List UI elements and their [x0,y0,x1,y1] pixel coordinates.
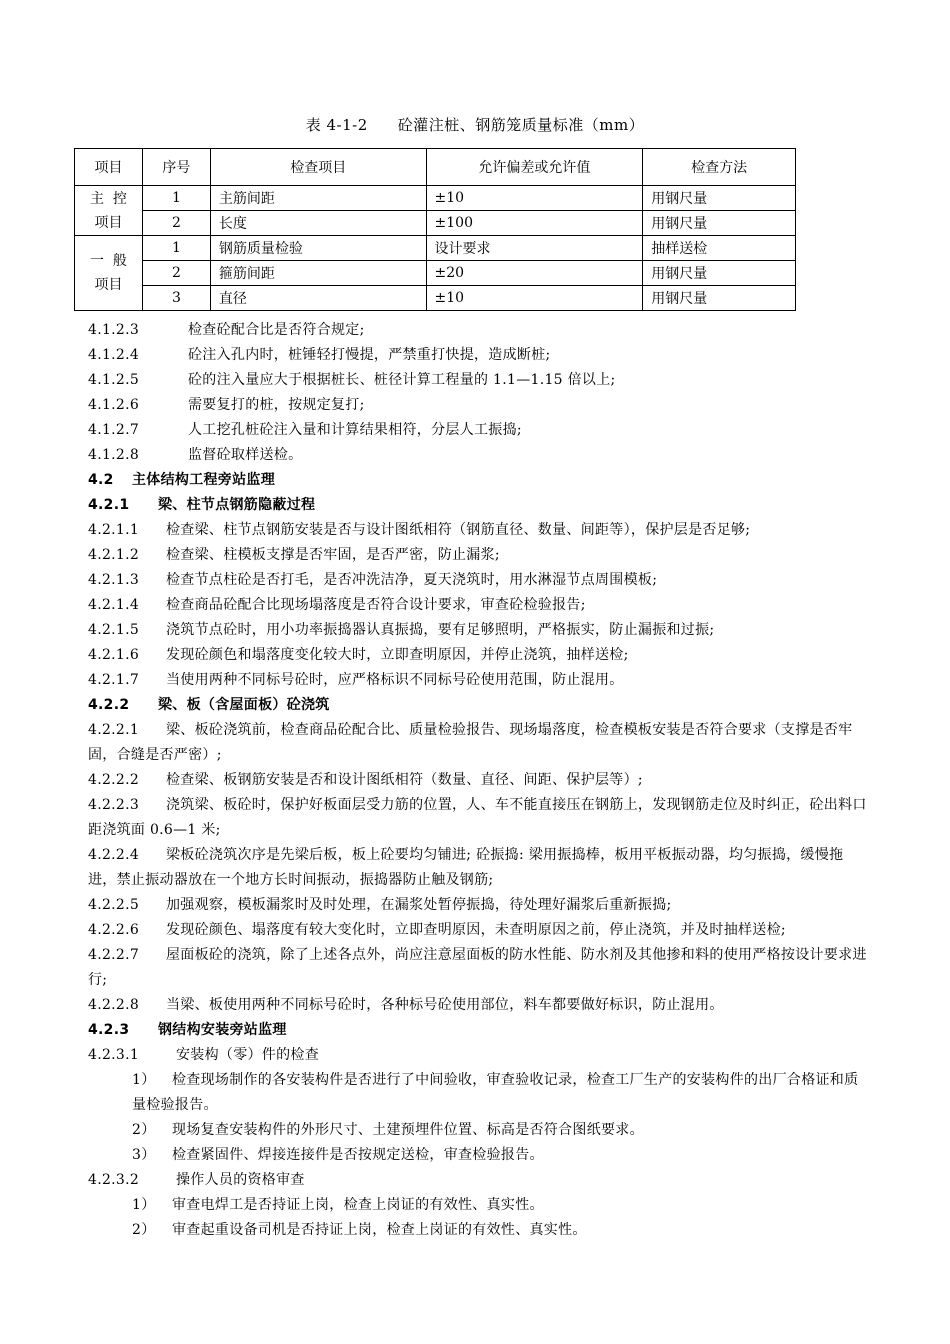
clause-text: 检查商品砼配合比现场塌落度是否符合设计要求，审查砼检验报告; [166,597,586,613]
clause-number: 4.2.2.3 [88,797,140,813]
clause-text: 梁、板砼浇筑前，检查商品砼配合比、质量检验报告、现场塌落度，检查模板安装是否符合要求（支撑是否牢固，合缝是否严密）; [88,722,853,763]
body-text [88,318,868,1243]
row-item: 钢筋质量检验 [210,236,426,261]
clause-text: 检查现场制作的各安装构件是否进行了中间验收，审查验收记录，检查工厂生产的安装构件的出厂合格证和质量检验报告。 [132,1072,859,1113]
clause-text: 浇筑梁、板砼时，保护好板面层受力筋的位置，人、车不能直接压在钢筋上，发现钢筋走位及时纠正，砼出料口距浇筑面 0.6—1 米; [88,797,867,838]
header-cell: 检查方法 [643,149,796,186]
row-method: 用钢尺量 [643,211,796,236]
clause-text: 审查电焊工是否持证上岗，检查上岗证的有效性、真实性。 [172,1197,544,1213]
clause-line [88,1068,868,1118]
clause-line [88,1118,868,1143]
clause-text: 发现砼颜色、塌落度有较大变化时，立即查明原因，未查明原因之前，停止浇筑，并及时抽样送检; [166,922,786,938]
clause-number: 4.1.2.6 [88,397,140,413]
clause-text: 砼注入孔内时，桩锤轻打慢提，严禁重打快提，造成断桩; [188,347,551,363]
clause-number: 4.2.2.2 [88,772,140,788]
clause-line [88,843,868,893]
clause-number: 2） [132,1122,156,1138]
clause-text: 检查梁、柱节点钢筋安装是否与设计图纸相符（钢筋直径、数量、间距等），保护层是否足够; [166,522,751,538]
clause-text: 发现砼颜色和塌落度变化较大时，立即查明原因，并停止浇筑，抽样送检; [166,647,629,663]
clause-text: 当梁、板使用两种不同标号砼时，各种标号砼使用部位，料车都要做好标识，防止混用。 [166,997,724,1013]
group-cell-main: 主 控 项目 [75,186,143,236]
clause-number: 4.2.1 [88,497,130,513]
clause-number: 4.2.3.1 [88,1047,140,1063]
clause-line [88,893,868,918]
clause-line [88,443,868,468]
clause-text: 屋面板砼的浇筑，除了上述各点外，尚应注意屋面板的防水性能、防水剂及其他掺和料的使用严格按设计要求进行; [88,947,867,988]
clause-line [88,668,868,693]
row-method: 用钢尺量 [643,261,796,286]
table-title: 砼灌注桩、钢筋笼质量标准（mm） [397,116,645,134]
row-tolerance: ±10 [426,186,643,211]
row-tolerance: ±10 [426,286,643,311]
clause-line [88,643,868,668]
clause-number: 4.2.1.2 [88,547,140,563]
clause-text: 人工挖孔桩砼注入量和计算结果相符，分层人工振捣; [188,422,522,438]
clause-text: 需要复打的桩，按规定复打; [188,397,365,413]
clause-number: 4.1.2.3 [88,322,140,338]
clause-text: 操作人员的资格审查 [176,1172,305,1188]
clause-text: 梁、柱节点钢筋隐蔽过程 [158,497,316,513]
clause-text: 安装构（零）件的检查 [176,1047,319,1063]
clause-number: 2） [132,1222,156,1238]
row-tolerance: 设计要求 [426,236,643,261]
clause-line [88,543,868,568]
clause-line [88,418,868,443]
row-no: 2 [142,261,210,286]
group-cell-general: 一 般 项目 [75,236,143,311]
clause-line [88,793,868,843]
header-cell: 允许偏差或允许值 [426,149,643,186]
row-item: 长度 [210,211,426,236]
clause-text: 检查梁、板钢筋安装是否和设计图纸相符（数量、直径、间距、保护层等）; [166,772,643,788]
clause-number: 4.2.1.7 [88,672,140,688]
clause-text: 检查梁、柱模板支撑是否牢固，是否严密，防止漏浆; [166,547,500,563]
clause-text: 梁、板（含屋面板）砼浇筑 [158,697,330,713]
clause-number: 4.2.3 [88,1022,130,1038]
row-tolerance: ±100 [426,211,643,236]
clause-text: 砼的注入量应大于根据桩长、桩径计算工程量的 1.1—1.15 倍以上; [188,372,616,388]
clause-line [88,393,868,418]
clause-line [88,568,868,593]
clause-text: 检查紧固件、焊接连接件是否按规定送检，审查检验报告。 [172,1147,544,1163]
row-method: 用钢尺量 [643,286,796,311]
quality-standard-table [74,148,796,311]
clause-line [88,618,868,643]
clause-text: 现场复查安装构件的外形尺寸、土建预埋件位置、标高是否符合图纸要求。 [172,1122,644,1138]
table-header-row [75,149,796,186]
row-no: 1 [142,236,210,261]
table-row [75,286,796,311]
clause-line [88,518,868,543]
clause-number: 4.1.2.5 [88,372,140,388]
clause-number: 4.2 [88,472,114,488]
clause-text: 当使用两种不同标号砼时，应严格标识不同标号砼使用范围，防止混用。 [166,672,624,688]
row-no: 3 [142,286,210,311]
row-item: 主筋间距 [210,186,426,211]
table-number: 表 4-1-2 [305,116,368,134]
clause-line [88,768,868,793]
clause-number: 4.2.2.7 [88,947,140,963]
clause-line [88,368,868,393]
section-heading [88,493,868,518]
clause-line [88,1143,868,1168]
header-cell: 项目 [75,149,143,186]
clause-text: 检查节点柱砼是否打毛，是否冲洗洁净，夏天浇筑时，用水淋湿节点周围模板; [166,572,658,588]
clause-line [88,918,868,943]
clause-text: 审查起重设备司机是否持证上岗，检查上岗证的有效性、真实性。 [172,1222,587,1238]
clause-text: 梁板砼浇筑次序是先梁后板，板上砼要均匀铺进; 砼振捣: 梁用振捣棒，板用平板振动器，均匀振捣，缓慢拖进，禁止振动器放在一个地方长时间振动，振捣器防止触及钢筋; [88,847,844,888]
clause-line [88,1168,868,1193]
clause-number: 1） [132,1197,156,1213]
table-row [75,236,796,261]
section-heading [88,1018,868,1043]
clause-number: 4.2.2.6 [88,922,140,938]
clause-line [88,318,868,343]
clause-number: 4.2.1.6 [88,647,140,663]
clause-number: 4.2.1.4 [88,597,140,613]
clause-number: 4.1.2.8 [88,447,140,463]
clause-text: 监督砼取样送检。 [188,447,303,463]
clause-line [88,1218,868,1243]
clause-text: 浇筑节点砼时，用小功率振捣器认真振捣，要有足够照明，严格振实，防止漏振和过振; [166,622,715,638]
clause-number: 4.2.1.3 [88,572,140,588]
clause-number: 4.2.2.8 [88,997,140,1013]
table-row [75,211,796,236]
row-method: 抽样送检 [643,236,796,261]
table-row [75,186,796,211]
clause-line [88,943,868,993]
row-item: 箍筋间距 [210,261,426,286]
header-cell: 检查项目 [210,149,426,186]
clause-number: 4.1.2.7 [88,422,140,438]
clause-line [88,343,868,368]
table-row [75,261,796,286]
clause-number: 1） [132,1072,156,1088]
clause-text: 加强观察，模板漏浆时及时处理，在漏浆处暂停振捣，待处理好漏浆后重新振捣; [166,897,672,913]
clause-line [88,1193,868,1218]
section-heading [88,468,868,493]
clause-line [88,1043,868,1068]
clause-number: 4.2.2.5 [88,897,140,913]
clause-line [88,993,868,1018]
clause-text: 检查砼配合比是否符合规定; [188,322,365,338]
header-cell: 序号 [142,149,210,186]
clause-text: 主体结构工程旁站监理 [132,472,275,488]
clause-line [88,593,868,618]
clause-number: 4.2.2 [88,697,130,713]
row-method: 用钢尺量 [643,186,796,211]
clause-number: 3） [132,1147,156,1163]
row-tolerance: ±20 [426,261,643,286]
clause-text: 钢结构安装旁站监理 [158,1022,287,1038]
clause-number: 4.2.2.1 [88,722,140,738]
clause-line [88,718,868,768]
clause-number: 4.1.2.4 [88,347,140,363]
clause-number: 4.2.1.1 [88,522,140,538]
clause-number: 4.2.2.4 [88,847,140,863]
table-caption [0,114,950,135]
row-item: 直径 [210,286,426,311]
row-no: 1 [142,186,210,211]
clause-number: 4.2.1.5 [88,622,140,638]
clause-number: 4.2.3.2 [88,1172,140,1188]
row-no: 2 [142,211,210,236]
section-heading [88,693,868,718]
